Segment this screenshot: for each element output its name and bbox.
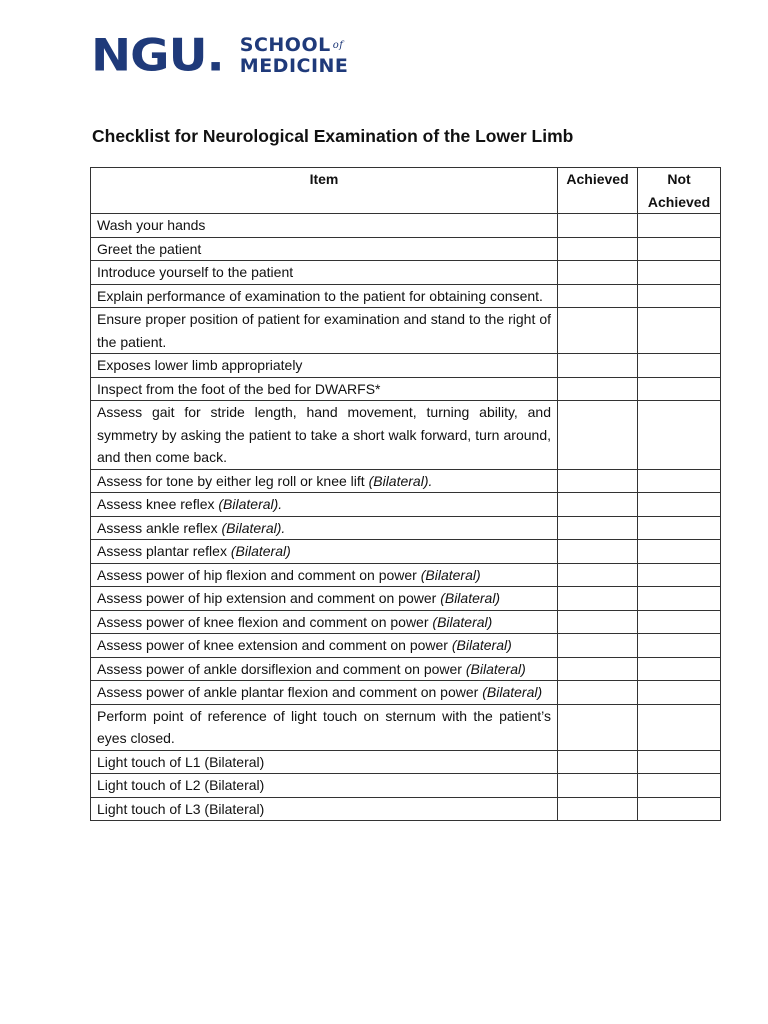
checklist-item-text: Inspect from the foot of the bed for DWARFS*	[97, 380, 381, 397]
table-row	[91, 401, 721, 470]
achieved-cell[interactable]	[558, 354, 638, 378]
not-achieved-cell[interactable]	[638, 563, 721, 587]
header-item: Item	[91, 168, 558, 214]
checklist-item-qualifier: (Bilateral).	[221, 519, 286, 536]
checklist-item	[91, 610, 558, 634]
not-achieved-cell[interactable]	[638, 704, 721, 750]
table-row	[91, 214, 721, 238]
checklist-item	[91, 657, 558, 681]
achieved-cell[interactable]	[558, 587, 638, 611]
achieved-cell[interactable]	[558, 469, 638, 493]
table-row	[91, 237, 721, 261]
table-row	[91, 540, 721, 564]
checklist-item-text: Assess gait for stride length, hand movement, turning ability, and symmetry by asking the patient to take a short walk forward, turn around, and then come back.	[97, 404, 551, 465]
not-achieved-cell[interactable]	[638, 774, 721, 798]
not-achieved-cell[interactable]	[638, 308, 721, 354]
table-row	[91, 587, 721, 611]
header-not-line2: Achieved	[647, 193, 711, 210]
table-row	[91, 377, 721, 401]
achieved-cell[interactable]	[558, 308, 638, 354]
table-row	[91, 774, 721, 798]
not-achieved-cell[interactable]	[638, 610, 721, 634]
achieved-cell[interactable]	[558, 284, 638, 308]
checklist-item-text: Perform point of reference of light touch on sternum with the patient’s eyes closed.	[97, 707, 551, 746]
checklist-item-text: Ensure proper position of patient for examination and stand to the right of the patient.	[97, 311, 551, 350]
table-row	[91, 284, 721, 308]
logo-medicine: MEDICINE	[239, 55, 349, 77]
not-achieved-cell[interactable]	[638, 681, 721, 705]
checklist-item-text: Assess for tone by either leg roll or knee lift	[97, 472, 365, 489]
not-achieved-cell[interactable]	[638, 657, 721, 681]
not-achieved-cell[interactable]	[638, 261, 721, 285]
checklist-item	[91, 750, 558, 774]
not-achieved-cell[interactable]	[638, 354, 721, 378]
checklist-item-qualifier: (Bilateral)	[482, 684, 543, 700]
table-row	[91, 681, 721, 705]
table-row	[91, 634, 721, 658]
achieved-cell[interactable]	[558, 493, 638, 517]
checklist-item	[91, 261, 558, 285]
achieved-cell[interactable]	[558, 401, 638, 470]
header-achieved: Achieved	[558, 168, 638, 214]
checklist-item-text: Introduce yourself to the patient	[97, 264, 294, 280]
checklist-item-qualifier: (Bilateral)	[451, 637, 512, 653]
table-row	[91, 516, 721, 540]
table-row	[91, 563, 721, 587]
checklist-item	[91, 774, 558, 798]
checklist-item-text: Assess power of ankle plantar flexion and comment on power	[97, 684, 479, 700]
checklist-item-text: Light touch of L2 (Bilateral)	[97, 777, 265, 793]
logo-mark: NGU.	[91, 30, 224, 82]
table-row	[91, 657, 721, 681]
checklist-item-text: Assess knee reflex	[97, 496, 215, 512]
table-row	[91, 261, 721, 285]
achieved-cell[interactable]	[558, 750, 638, 774]
table-row	[91, 469, 721, 493]
achieved-cell[interactable]	[558, 261, 638, 285]
not-achieved-cell[interactable]	[638, 587, 721, 611]
checklist-item-text: Light touch of L1 (Bilateral)	[97, 753, 265, 770]
table-row	[91, 308, 721, 354]
not-achieved-cell[interactable]	[638, 516, 721, 540]
not-achieved-cell[interactable]	[638, 634, 721, 658]
checklist-item	[91, 681, 558, 705]
checklist-item-qualifier: (Bilateral)	[230, 543, 291, 559]
checklist-item	[91, 401, 558, 470]
not-achieved-cell[interactable]	[638, 214, 721, 238]
not-achieved-cell[interactable]	[638, 401, 721, 470]
checklist-item	[91, 354, 558, 378]
not-achieved-cell[interactable]	[638, 540, 721, 564]
checklist-item-text: Wash your hands	[97, 217, 206, 233]
checklist-item	[91, 516, 558, 540]
checklist-item-qualifier: (Bilateral).	[218, 496, 283, 512]
ngu-school-of-medicine-logo	[91, 30, 349, 82]
checklist-table	[90, 167, 721, 821]
checklist-item-text: Assess ankle reflex	[97, 519, 218, 536]
checklist-item	[91, 797, 558, 821]
not-achieved-cell[interactable]	[638, 469, 721, 493]
checklist-item-text: Assess power of ankle dorsiflexion and comment on power	[97, 660, 462, 677]
table-header-row	[91, 168, 721, 214]
checklist-item-text: Assess power of hip flexion and comment on power	[97, 566, 417, 583]
checklist-item	[91, 634, 558, 658]
achieved-cell[interactable]	[558, 657, 638, 681]
checklist-rows	[91, 214, 721, 821]
checklist-item-text: Explain performance of examination to the patient for obtaining consent.	[97, 287, 543, 304]
achieved-cell[interactable]	[558, 681, 638, 705]
achieved-cell[interactable]	[558, 237, 638, 261]
achieved-cell[interactable]	[558, 797, 638, 821]
page-title: Checklist for Neurological Examination of the Lower Limb	[92, 126, 574, 146]
checklist-item	[91, 308, 558, 354]
checklist-item	[91, 469, 558, 493]
checklist-item	[91, 214, 558, 238]
table-row	[91, 797, 721, 821]
not-achieved-cell[interactable]	[638, 377, 721, 401]
checklist-item-text: Greet the patient	[97, 240, 202, 257]
checklist-item	[91, 704, 558, 750]
checklist-item-qualifier: (Bilateral)	[440, 590, 501, 606]
achieved-cell[interactable]	[558, 774, 638, 798]
not-achieved-cell[interactable]	[638, 797, 721, 821]
checklist-item-qualifier: (Bilateral)	[465, 660, 526, 677]
table-row	[91, 493, 721, 517]
checklist-item	[91, 377, 558, 401]
checklist-item-text: Assess power of knee extension and comment on power	[97, 637, 448, 653]
not-achieved-cell[interactable]	[638, 237, 721, 261]
achieved-cell[interactable]	[558, 540, 638, 564]
logo-subtitle	[240, 35, 349, 77]
achieved-cell[interactable]	[558, 377, 638, 401]
checklist-item-text: Assess power of knee flexion and comment on power	[97, 613, 429, 630]
logo-of: of	[332, 40, 344, 51]
not-achieved-cell[interactable]	[638, 750, 721, 774]
checklist-item-qualifier: (Bilateral)	[420, 566, 481, 583]
checklist-item	[91, 540, 558, 564]
achieved-cell[interactable]	[558, 704, 638, 750]
checklist-item-text: Assess plantar reflex	[97, 543, 227, 559]
achieved-cell[interactable]	[558, 610, 638, 634]
achieved-cell[interactable]	[558, 214, 638, 238]
achieved-cell[interactable]	[558, 563, 638, 587]
not-achieved-cell[interactable]	[638, 284, 721, 308]
checklist-item-text: Assess power of hip extension and comment on power	[97, 590, 437, 606]
not-achieved-cell[interactable]	[638, 493, 721, 517]
achieved-cell[interactable]	[558, 634, 638, 658]
achieved-cell[interactable]	[558, 516, 638, 540]
checklist-item	[91, 493, 558, 517]
checklist-item	[91, 237, 558, 261]
checklist-item	[91, 284, 558, 308]
logo-school: SCHOOL	[239, 34, 331, 56]
table-row	[91, 610, 721, 634]
header-not-achieved	[638, 168, 721, 214]
table-row	[91, 750, 721, 774]
checklist-item-qualifier: (Bilateral).	[368, 472, 433, 489]
checklist-item	[91, 563, 558, 587]
checklist-item-qualifier: (Bilateral)	[432, 613, 493, 630]
checklist-item	[91, 587, 558, 611]
table-row	[91, 704, 721, 750]
checklist-item-text: Exposes lower limb appropriately	[97, 357, 303, 373]
checklist-item-text: Light touch of L3 (Bilateral)	[97, 800, 265, 817]
header-not-line1: Not	[667, 171, 691, 187]
table-row	[91, 354, 721, 378]
